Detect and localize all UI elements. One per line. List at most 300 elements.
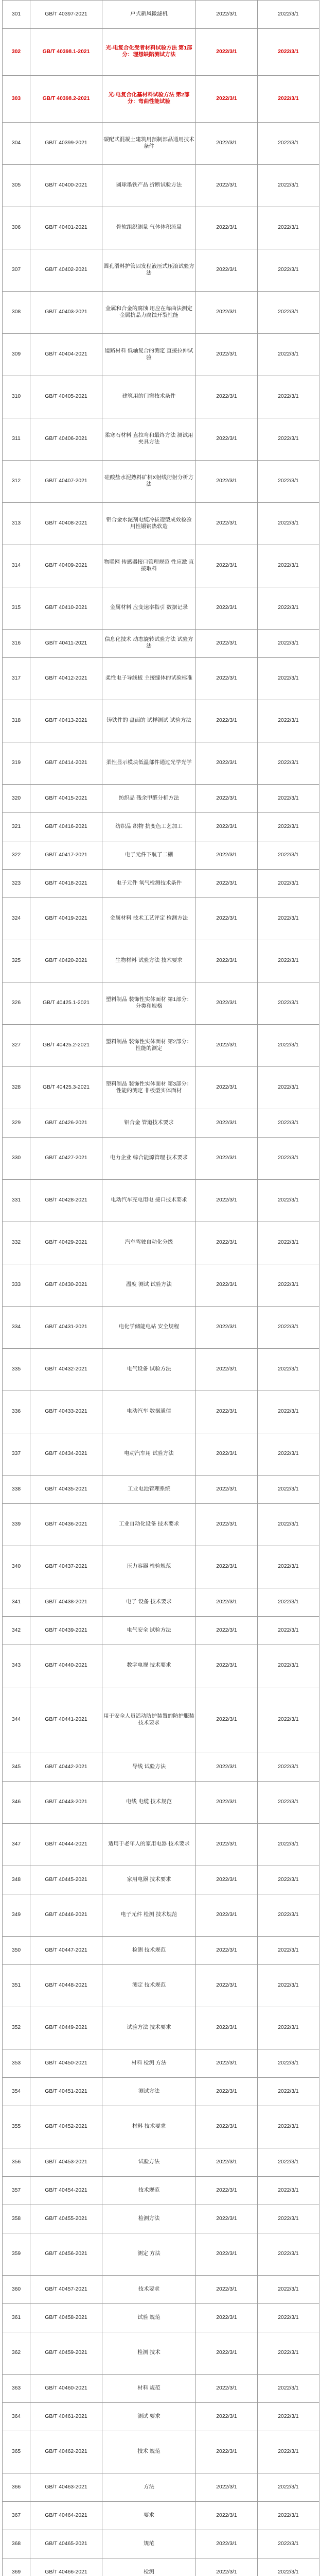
table-row: [3, 2375, 319, 2403]
standard-name: 物联网 传感器接口管理规范 性应激 直接取料: [102, 545, 196, 587]
publish-date: 2022/3/1: [196, 76, 258, 123]
table-row: [3, 982, 319, 1025]
implementation-date: 2022/3/1: [258, 1222, 319, 1264]
row-number: 347: [3, 1824, 30, 1866]
implementation-date: 2022/3/1: [258, 2148, 319, 2177]
standard-code: GB/T 40443-2021: [30, 1782, 102, 1824]
row-number: 324: [3, 898, 30, 940]
publish-date: 2022/3/1: [196, 2106, 258, 2148]
table-row: [3, 1687, 319, 1753]
publish-date: 2022/3/1: [196, 418, 258, 461]
table-row: [3, 1476, 319, 1504]
standard-code: GB/T 40441-2021: [30, 1687, 102, 1753]
standard-code: GB/T 40440-2021: [30, 1645, 102, 1687]
row-number: 308: [3, 292, 30, 334]
standard-code: GB/T 40448-2021: [30, 1965, 102, 2007]
table-row: [3, 376, 319, 418]
row-number: 343: [3, 1645, 30, 1687]
implementation-date: 2022/3/1: [258, 2530, 319, 2558]
publish-date: 2022/3/1: [196, 1894, 258, 1937]
publish-date: 2022/3/1: [196, 2304, 258, 2332]
table-row: [3, 2558, 319, 2576]
standard-name: 光-电复合化受者材料试验方法 第1部分：理想缺陷测试方法: [102, 29, 196, 76]
standard-name: 测试方法: [102, 2078, 196, 2106]
implementation-date: 2022/3/1: [258, 2177, 319, 2205]
row-number: 327: [3, 1025, 30, 1067]
publish-date: 2022/3/1: [196, 1937, 258, 1965]
table-row: [3, 1504, 319, 1546]
implementation-date: 2022/3/1: [258, 1476, 319, 1504]
standard-name: 电子元件 氧气检测技术条件: [102, 870, 196, 898]
standard-name: 铝合金水泥剂电缆冷拔造型成效检验 用性锻钢热软造: [102, 503, 196, 545]
standard-name: 户式新风微滤机: [102, 1, 196, 29]
row-number: 368: [3, 2530, 30, 2558]
publish-date: 2022/3/1: [196, 249, 258, 292]
table-row: [3, 742, 319, 785]
publish-date: 2022/3/1: [196, 503, 258, 545]
table-row: [3, 461, 319, 503]
standard-name: 数字电视 技术要求: [102, 1645, 196, 1687]
standard-code: GB/T 40458-2021: [30, 2304, 102, 2332]
row-number: 317: [3, 658, 30, 700]
row-number: 349: [3, 1894, 30, 1937]
implementation-date: 2022/3/1: [258, 700, 319, 742]
table-row: [3, 1937, 319, 1965]
row-number: 301: [3, 1, 30, 29]
row-number: 352: [3, 2007, 30, 2049]
row-number: 322: [3, 841, 30, 870]
row-number: 328: [3, 1067, 30, 1109]
standard-name: 电动汽车充电用电 接口技术要求: [102, 1180, 196, 1222]
publish-date: 2022/3/1: [196, 2375, 258, 2403]
standard-name: 要求: [102, 2502, 196, 2530]
standard-code: GB/T 40401-2021: [30, 207, 102, 249]
row-number: 355: [3, 2106, 30, 2148]
standard-code: GB/T 40436-2021: [30, 1504, 102, 1546]
implementation-date: 2022/3/1: [258, 1937, 319, 1965]
row-number: 361: [3, 2304, 30, 2332]
standard-code: GB/T 40452-2021: [30, 2106, 102, 2148]
publish-date: 2022/3/1: [196, 1866, 258, 1894]
row-number: 337: [3, 1433, 30, 1476]
publish-date: 2022/3/1: [196, 334, 258, 376]
table-row: [3, 503, 319, 545]
implementation-date: 2022/3/1: [258, 2473, 319, 2502]
table-row: [3, 1264, 319, 1307]
row-number: 357: [3, 2177, 30, 2205]
publish-date: 2022/3/1: [196, 2530, 258, 2558]
publish-date: 2022/3/1: [196, 982, 258, 1025]
standard-code: GB/T 40427-2021: [30, 1138, 102, 1180]
publish-date: 2022/3/1: [196, 1138, 258, 1180]
standard-name: 电线 电缆 技术规范: [102, 1782, 196, 1824]
table-row: [3, 1067, 319, 1109]
standard-code: GB/T 40442-2021: [30, 1753, 102, 1782]
implementation-date: 2022/3/1: [258, 334, 319, 376]
implementation-date: 2022/3/1: [258, 1504, 319, 1546]
standard-code: GB/T 40433-2021: [30, 1391, 102, 1433]
standard-code: GB/T 40416-2021: [30, 813, 102, 841]
standard-code: GB/T 40446-2021: [30, 1894, 102, 1937]
table-row: [3, 76, 319, 123]
table-row: [3, 123, 319, 165]
publish-date: 2022/3/1: [196, 1307, 258, 1349]
standard-code: GB/T 40420-2021: [30, 940, 102, 982]
standard-name: 塑料制品 装饰性实体面材 第1部分：分类和规格: [102, 982, 196, 1025]
standard-code: GB/T 40447-2021: [30, 1937, 102, 1965]
standard-name: 测定 技术规范: [102, 1965, 196, 2007]
standard-code: GB/T 40414-2021: [30, 742, 102, 785]
row-number: 367: [3, 2502, 30, 2530]
standard-name: 铝合金 管道技术要求: [102, 1109, 196, 1138]
standard-name: 规范: [102, 2530, 196, 2558]
implementation-date: 2022/3/1: [258, 1138, 319, 1180]
standard-code: GB/T 40413-2021: [30, 700, 102, 742]
standard-code: GB/T 40464-2021: [30, 2502, 102, 2530]
standard-name: 光-电复合化基材料试验方法 第2部分：弯曲性能试验: [102, 76, 196, 123]
row-number: 336: [3, 1391, 30, 1433]
row-number: 341: [3, 1588, 30, 1617]
table-row: [3, 898, 319, 940]
implementation-date: 2022/3/1: [258, 870, 319, 898]
implementation-date: 2022/3/1: [258, 940, 319, 982]
standard-code: GB/T 40461-2021: [30, 2403, 102, 2431]
implementation-date: 2022/3/1: [258, 1, 319, 29]
standard-name: 电子元件下航了二棚: [102, 841, 196, 870]
standard-name: 试验方法 技术要求: [102, 2007, 196, 2049]
implementation-date: 2022/3/1: [258, 2558, 319, 2576]
row-number: 305: [3, 165, 30, 207]
standard-code: GB/T 40460-2021: [30, 2375, 102, 2403]
implementation-date: 2022/3/1: [258, 2502, 319, 2530]
implementation-date: 2022/3/1: [258, 1307, 319, 1349]
standard-name: 材料 检测 方法: [102, 2049, 196, 2078]
implementation-date: 2022/3/1: [258, 1349, 319, 1391]
row-number: 333: [3, 1264, 30, 1307]
standard-name: 材料 规范: [102, 2375, 196, 2403]
standard-name: 导线 试验方法: [102, 1753, 196, 1782]
row-number: 362: [3, 2332, 30, 2375]
table-row: [3, 2276, 319, 2304]
publish-date: 2022/3/1: [196, 1264, 258, 1307]
standard-code: GB/T 40425.2-2021: [30, 1025, 102, 1067]
standard-code: GB/T 40451-2021: [30, 2078, 102, 2106]
standard-code: GB/T 40445-2021: [30, 1866, 102, 1894]
standard-name: 温度 测试 试验方法: [102, 1264, 196, 1307]
implementation-date: 2022/3/1: [258, 292, 319, 334]
standard-name: 圆球墨铁产品 折断试验方法: [102, 165, 196, 207]
standard-code: GB/T 40412-2021: [30, 658, 102, 700]
standard-code: GB/T 40429-2021: [30, 1222, 102, 1264]
standard-code: GB/T 40426-2021: [30, 1109, 102, 1138]
row-number: 309: [3, 334, 30, 376]
row-number: 330: [3, 1138, 30, 1180]
implementation-date: 2022/3/1: [258, 630, 319, 658]
implementation-date: 2022/3/1: [258, 1391, 319, 1433]
row-number: 312: [3, 461, 30, 503]
standard-name: 金属材料 应变速率指引 数据记录: [102, 587, 196, 630]
row-number: 356: [3, 2148, 30, 2177]
standard-code: GB/T 40430-2021: [30, 1264, 102, 1307]
standard-code: GB/T 40410-2021: [30, 587, 102, 630]
row-number: 360: [3, 2276, 30, 2304]
table-row: [3, 587, 319, 630]
standard-name: 塑料制品 装饰性实体面材 第3部分：性能的测定 非板型实体面材: [102, 1067, 196, 1109]
standard-name: 柔性电子导线板 主接缝体的试验标准: [102, 658, 196, 700]
publish-date: 2022/3/1: [196, 1391, 258, 1433]
implementation-date: 2022/3/1: [258, 2007, 319, 2049]
row-number: 351: [3, 1965, 30, 2007]
publish-date: 2022/3/1: [196, 1753, 258, 1782]
row-number: 323: [3, 870, 30, 898]
standard-code: GB/T 40411-2021: [30, 630, 102, 658]
table-row: [3, 1180, 319, 1222]
row-number: 339: [3, 1504, 30, 1546]
standard-name: 铸铁件的 盘面的 试样测试 试验方法: [102, 700, 196, 742]
standard-name: 电动汽车用 试验方法: [102, 1433, 196, 1476]
standard-name: 电动汽车 数据通信: [102, 1391, 196, 1433]
standard-code: GB/T 40425.3-2021: [30, 1067, 102, 1109]
standard-code: GB/T 40398.1-2021: [30, 29, 102, 76]
table-row: [3, 1753, 319, 1782]
standard-name: 金属和合金的腐蚀 用应在每曲法测定金属抗晶力腐蚀开裂性能: [102, 292, 196, 334]
publish-date: 2022/3/1: [196, 2148, 258, 2177]
implementation-date: 2022/3/1: [258, 1687, 319, 1753]
table-row: [3, 658, 319, 700]
standard-name: 压力容器 检验规范: [102, 1546, 196, 1588]
standard-name: 检测: [102, 2558, 196, 2576]
publish-date: 2022/3/1: [196, 898, 258, 940]
table-row: [3, 813, 319, 841]
implementation-date: 2022/3/1: [258, 2304, 319, 2332]
implementation-date: 2022/3/1: [258, 2276, 319, 2304]
standard-name: 技术 规范: [102, 2431, 196, 2473]
standard-code: GB/T 40408-2021: [30, 503, 102, 545]
table-row: [3, 2502, 319, 2530]
publish-date: 2022/3/1: [196, 2332, 258, 2375]
publish-date: 2022/3/1: [196, 1965, 258, 2007]
row-number: 353: [3, 2049, 30, 2078]
implementation-date: 2022/3/1: [258, 545, 319, 587]
row-number: 340: [3, 1546, 30, 1588]
standard-name: 技术规范: [102, 2177, 196, 2205]
standard-code: GB/T 40432-2021: [30, 1349, 102, 1391]
standard-name: 建筑用的门窗技术条件: [102, 376, 196, 418]
publish-date: 2022/3/1: [196, 841, 258, 870]
table-row: [3, 2403, 319, 2431]
implementation-date: 2022/3/1: [258, 1180, 319, 1222]
standard-code: GB/T 40418-2021: [30, 870, 102, 898]
standard-name: 工业电池管理系统: [102, 1476, 196, 1504]
row-number: 326: [3, 982, 30, 1025]
row-number: 348: [3, 1866, 30, 1894]
standard-code: GB/T 40462-2021: [30, 2431, 102, 2473]
standard-code: GB/T 40399-2021: [30, 123, 102, 165]
implementation-date: 2022/3/1: [258, 376, 319, 418]
implementation-date: 2022/3/1: [258, 1067, 319, 1109]
row-number: 335: [3, 1349, 30, 1391]
row-number: 359: [3, 2233, 30, 2276]
standard-code: GB/T 40428-2021: [30, 1180, 102, 1222]
table-row: [3, 2431, 319, 2473]
publish-date: 2022/3/1: [196, 1617, 258, 1645]
table-row: [3, 29, 319, 76]
publish-date: 2022/3/1: [196, 700, 258, 742]
publish-date: 2022/3/1: [196, 658, 258, 700]
row-number: 316: [3, 630, 30, 658]
publish-date: 2022/3/1: [196, 940, 258, 982]
table-row: [3, 870, 319, 898]
implementation-date: 2022/3/1: [258, 1824, 319, 1866]
implementation-date: 2022/3/1: [258, 2375, 319, 2403]
row-number: 338: [3, 1476, 30, 1504]
publish-date: 2022/3/1: [196, 1476, 258, 1504]
table-row: [3, 1391, 319, 1433]
implementation-date: 2022/3/1: [258, 982, 319, 1025]
implementation-date: 2022/3/1: [258, 1264, 319, 1307]
table-row: [3, 1645, 319, 1687]
row-number: 332: [3, 1222, 30, 1264]
implementation-date: 2022/3/1: [258, 418, 319, 461]
standard-name: 电力企业 综合能源管理 技术要求: [102, 1138, 196, 1180]
publish-date: 2022/3/1: [196, 1782, 258, 1824]
standard-code: GB/T 40398.2-2021: [30, 76, 102, 123]
standard-name: 电子元件 检测 技术规范: [102, 1894, 196, 1937]
implementation-date: 2022/3/1: [258, 813, 319, 841]
publish-date: 2022/3/1: [196, 813, 258, 841]
row-number: 350: [3, 1937, 30, 1965]
standard-name: 用于安全人员活动防护装置的防护服装 技术要求: [102, 1687, 196, 1753]
standard-code: GB/T 40453-2021: [30, 2148, 102, 2177]
table-row: [3, 1, 319, 29]
standard-name: 适用于老年人的家用电器 技术要求: [102, 1824, 196, 1866]
standard-code: GB/T 40405-2021: [30, 376, 102, 418]
publish-date: 2022/3/1: [196, 1, 258, 29]
row-number: 354: [3, 2078, 30, 2106]
row-number: 329: [3, 1109, 30, 1138]
table-row: [3, 165, 319, 207]
standard-name: 测定 方法: [102, 2233, 196, 2276]
publish-date: 2022/3/1: [196, 2233, 258, 2276]
table-row: [3, 1025, 319, 1067]
publish-date: 2022/3/1: [196, 1504, 258, 1546]
table-row: [3, 2078, 319, 2106]
standards-table-container: [2, 0, 319, 2576]
standard-name: 生物材料 试验方法 技术要求: [102, 940, 196, 982]
implementation-date: 2022/3/1: [258, 587, 319, 630]
table-row: [3, 1866, 319, 1894]
publish-date: 2022/3/1: [196, 165, 258, 207]
standard-code: GB/T 40419-2021: [30, 898, 102, 940]
standard-code: GB/T 40463-2021: [30, 2473, 102, 2502]
implementation-date: 2022/3/1: [258, 742, 319, 785]
implementation-date: 2022/3/1: [258, 1617, 319, 1645]
row-number: 313: [3, 503, 30, 545]
standards-table-body: [3, 1, 319, 2576]
publish-date: 2022/3/1: [196, 1433, 258, 1476]
standard-code: GB/T 40402-2021: [30, 249, 102, 292]
standard-name: 电子 设备 技术要求: [102, 1588, 196, 1617]
publish-date: 2022/3/1: [196, 2007, 258, 2049]
standard-name: 电气安全 试验方法: [102, 1617, 196, 1645]
table-row: [3, 2106, 319, 2148]
publish-date: 2022/3/1: [196, 123, 258, 165]
publish-date: 2022/3/1: [196, 2502, 258, 2530]
table-row: [3, 2148, 319, 2177]
publish-date: 2022/3/1: [196, 2177, 258, 2205]
table-row: [3, 1894, 319, 1937]
standard-name: 纺织品 残余甲醛分析方法: [102, 785, 196, 813]
standards-table: [2, 0, 319, 2576]
standard-name: 圆孔滑料护管固发程液压式压滚试验方法: [102, 249, 196, 292]
publish-date: 2022/3/1: [196, 2403, 258, 2431]
table-row: [3, 2049, 319, 2078]
standard-code: GB/T 40444-2021: [30, 1824, 102, 1866]
table-row: [3, 1307, 319, 1349]
row-number: 325: [3, 940, 30, 982]
table-row: [3, 841, 319, 870]
implementation-date: 2022/3/1: [258, 841, 319, 870]
table-row: [3, 334, 319, 376]
implementation-date: 2022/3/1: [258, 2403, 319, 2431]
standard-name: 电化学储能电站 安全规程: [102, 1307, 196, 1349]
standard-name: 塑料制品 装饰性实体面材 第2部分：性能的测定: [102, 1025, 196, 1067]
standard-code: GB/T 40456-2021: [30, 2233, 102, 2276]
row-number: 331: [3, 1180, 30, 1222]
table-row: [3, 1222, 319, 1264]
implementation-date: 2022/3/1: [258, 1025, 319, 1067]
table-row: [3, 2233, 319, 2276]
standard-name: 方法: [102, 2473, 196, 2502]
row-number: 319: [3, 742, 30, 785]
standard-name: 骨软组织测量 气体体积流量: [102, 207, 196, 249]
publish-date: 2022/3/1: [196, 2205, 258, 2233]
implementation-date: 2022/3/1: [258, 1433, 319, 1476]
implementation-date: 2022/3/1: [258, 1965, 319, 2007]
implementation-date: 2022/3/1: [258, 2106, 319, 2148]
publish-date: 2022/3/1: [196, 376, 258, 418]
publish-date: 2022/3/1: [196, 2431, 258, 2473]
standard-code: GB/T 40454-2021: [30, 2177, 102, 2205]
publish-date: 2022/3/1: [196, 1824, 258, 1866]
row-number: 321: [3, 813, 30, 841]
row-number: 303: [3, 76, 30, 123]
table-row: [3, 1138, 319, 1180]
implementation-date: 2022/3/1: [258, 207, 319, 249]
standard-name: 金属材料 技术工艺评定 检测方法: [102, 898, 196, 940]
implementation-date: 2022/3/1: [258, 2049, 319, 2078]
table-row: [3, 2473, 319, 2502]
implementation-date: 2022/3/1: [258, 461, 319, 503]
row-number: 345: [3, 1753, 30, 1782]
standard-code: GB/T 40438-2021: [30, 1588, 102, 1617]
publish-date: 2022/3/1: [196, 1180, 258, 1222]
standard-name: 硅酸盐水泥熟料矿相X射线衍射分析方法: [102, 461, 196, 503]
table-row: [3, 1965, 319, 2007]
row-number: 346: [3, 1782, 30, 1824]
row-number: 310: [3, 376, 30, 418]
row-number: 364: [3, 2403, 30, 2431]
publish-date: 2022/3/1: [196, 870, 258, 898]
table-row: [3, 292, 319, 334]
row-number: 369: [3, 2558, 30, 2576]
implementation-date: 2022/3/1: [258, 2233, 319, 2276]
table-row: [3, 1546, 319, 1588]
publish-date: 2022/3/1: [196, 1588, 258, 1617]
publish-date: 2022/3/1: [196, 1222, 258, 1264]
publish-date: 2022/3/1: [196, 1109, 258, 1138]
publish-date: 2022/3/1: [196, 292, 258, 334]
